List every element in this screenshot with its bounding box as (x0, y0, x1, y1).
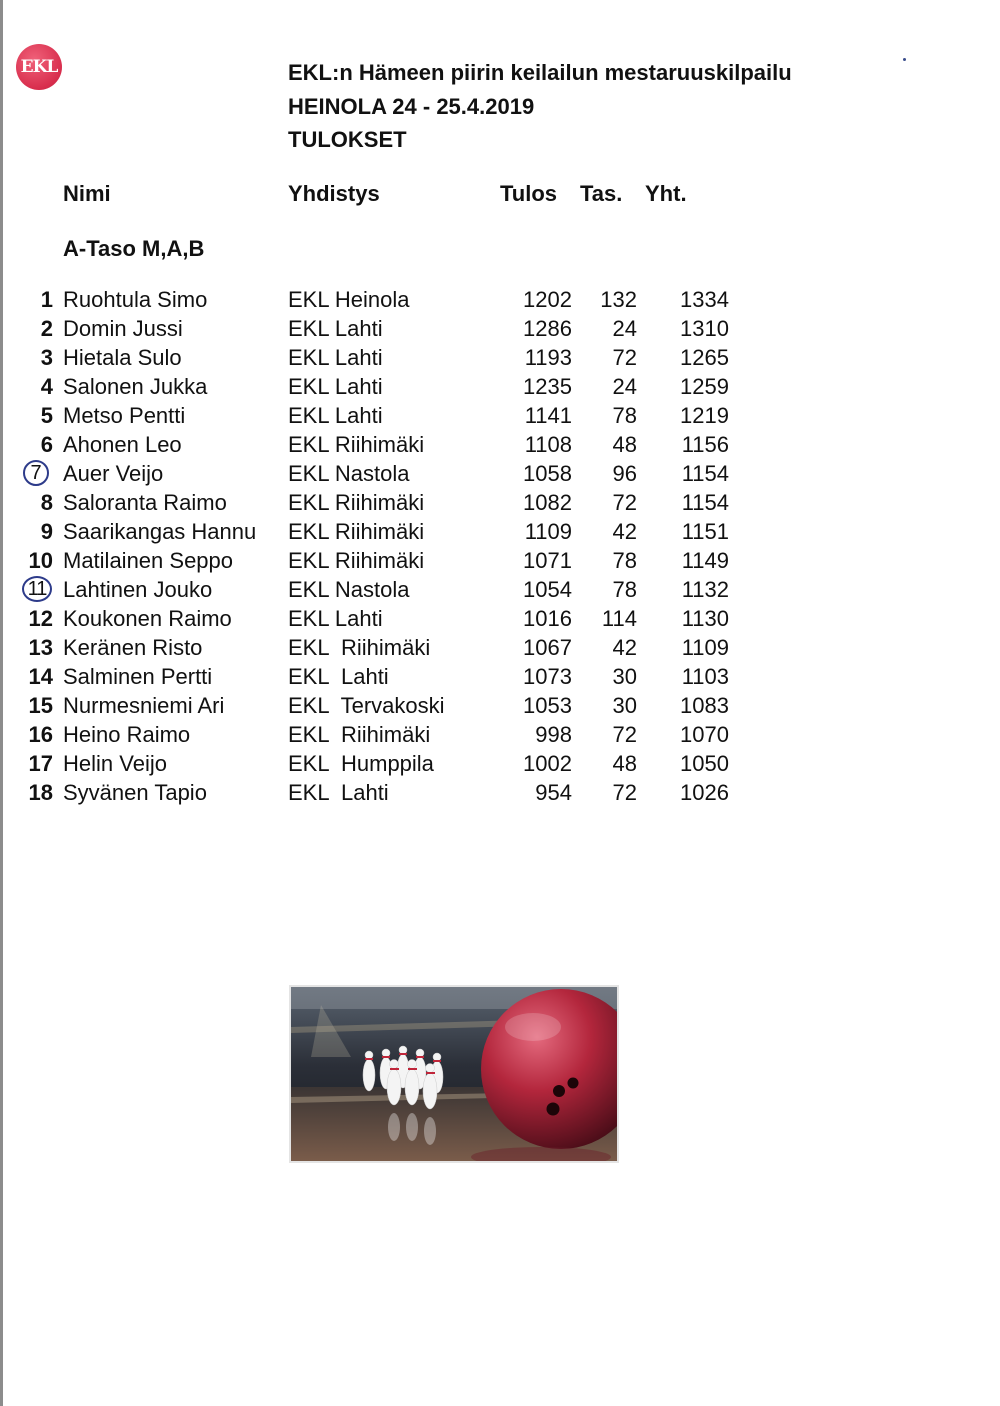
score-value: 1054 (523, 577, 572, 602)
rank-cell: 10 (28, 548, 53, 573)
player-name: Nurmesniemi Ari (63, 693, 225, 718)
score-value: 1002 (523, 751, 572, 776)
score-value: 1073 (523, 664, 572, 689)
player-name: Salonen Jukka (63, 374, 208, 399)
total-value: 1151 (681, 519, 729, 544)
score-value: 1058 (523, 461, 572, 486)
handicap-value: 42 (612, 519, 637, 544)
club-name: EKL Lahti (288, 780, 389, 805)
rank-cell: 1 (40, 287, 53, 312)
player-name: Koukonen Raimo (63, 606, 232, 631)
table-row (0, 749, 800, 778)
rank-cell: 8 (40, 490, 53, 515)
rank-cell: 5 (40, 403, 53, 428)
table-row (0, 604, 800, 633)
table-row (0, 720, 800, 749)
rank-cell: 16 (28, 722, 53, 747)
score-value: 1016 (523, 606, 572, 631)
score-value: 1108 (524, 432, 572, 457)
player-name: Metso Pentti (63, 403, 186, 428)
club-name: EKL Lahti (288, 664, 389, 689)
score-value: 954 (535, 780, 572, 805)
score-value: 1141 (524, 403, 572, 428)
player-name: Salminen Pertti (63, 664, 213, 689)
results-table (0, 285, 800, 807)
handicap-value: 96 (612, 461, 637, 486)
total-value: 1154 (681, 461, 729, 486)
handicap-value: 114 (601, 606, 637, 631)
score-value: 1202 (523, 287, 572, 312)
player-name: Auer Veijo (63, 461, 164, 486)
event-location-date: HEINOLA 24 - 25.4.2019 (288, 94, 535, 119)
table-row (0, 778, 800, 807)
handicap-value: 78 (612, 403, 637, 428)
rank-cell: 17 (28, 751, 53, 776)
table-row (0, 372, 800, 401)
score-value: 998 (535, 722, 572, 747)
total-value: 1334 (680, 287, 729, 312)
column-header-total: Yht. (645, 181, 687, 206)
rank-cell: 3 (40, 345, 53, 370)
total-value: 1083 (680, 693, 729, 718)
total-value: 1026 (680, 780, 729, 805)
handicap-value: 30 (612, 693, 637, 718)
total-value: 1259 (680, 374, 729, 399)
total-value: 1156 (681, 432, 729, 457)
rank-cell: 6 (40, 432, 53, 457)
column-header-name: Nimi (63, 181, 111, 206)
club-name: EKL Nastola (288, 461, 410, 486)
ekl-logo (16, 44, 62, 90)
table-row (0, 401, 800, 430)
rank-cell: 12 (28, 606, 53, 631)
handicap-value: 72 (612, 490, 637, 515)
handicap-value: 30 (612, 664, 637, 689)
handicap-value: 72 (612, 345, 637, 370)
handicap-value: 24 (612, 316, 637, 341)
table-row (0, 691, 800, 720)
rank-cell: 4 (40, 374, 53, 399)
club-name: EKL Riihimäki (288, 490, 425, 515)
player-name: Heino Raimo (63, 722, 191, 747)
club-name: EKL Heinola (288, 287, 410, 312)
score-value: 1082 (523, 490, 572, 515)
section-heading: TULOKSET (288, 127, 407, 152)
club-name: EKL Riihimäki (288, 432, 425, 457)
club-name: EKL Riihimäki (288, 519, 425, 544)
table-row (0, 546, 800, 575)
player-name: Matilainen Seppo (63, 548, 234, 573)
player-name: Helin Veijo (63, 751, 167, 776)
table-row (0, 459, 800, 488)
score-value: 1071 (523, 548, 572, 573)
rank-cell: 18 (28, 780, 53, 805)
club-name: EKL Lahti (288, 403, 383, 428)
rank-cell: 15 (28, 693, 53, 718)
column-header-handicap: Tas. (580, 181, 623, 206)
handicap-value: 24 (612, 374, 637, 399)
score-value: 1109 (524, 519, 572, 544)
total-value: 1265 (680, 345, 729, 370)
table-row (0, 430, 800, 459)
column-header-club: Yhdistys (288, 181, 380, 206)
bowling-photo (289, 985, 619, 1163)
handicap-value: 78 (612, 577, 637, 602)
table-row (0, 343, 800, 372)
handicap-value: 132 (600, 287, 637, 312)
ekl-logo-text: EKL (20, 57, 58, 77)
handicap-value: 48 (612, 432, 637, 457)
player-name: Syvänen Tapio (63, 780, 207, 805)
player-name: Keränen Risto (63, 635, 203, 660)
rank-cell: 2 (40, 316, 53, 341)
table-row (0, 285, 800, 314)
club-name: EKL Riihimäki (288, 722, 431, 747)
category-heading: A-Taso M,A,B (63, 236, 205, 261)
club-name: EKL Riihimäki (288, 548, 425, 573)
total-value: 1070 (680, 722, 729, 747)
table-row (0, 488, 800, 517)
player-name: Lahtinen Jouko (63, 577, 213, 602)
bowling-ball-and-pins-image (291, 987, 617, 1161)
handicap-value: 72 (612, 780, 637, 805)
total-value: 1050 (680, 751, 729, 776)
table-row (0, 575, 800, 604)
score-value: 1067 (523, 635, 572, 660)
player-name: Hietala Sulo (63, 345, 182, 370)
column-header-score: Tulos (500, 181, 558, 206)
player-name: Domin Jussi (63, 316, 183, 341)
document-title: EKL:n Hämeen piirin keilailun mestaruuskilpailu (288, 60, 792, 85)
rank-cell: 7 (23, 460, 49, 486)
player-name: Ahonen Leo (63, 432, 182, 457)
handicap-value: 48 (612, 751, 637, 776)
rank-cell: 11 (22, 576, 52, 602)
handicap-value: 78 (612, 548, 637, 573)
table-row (0, 517, 800, 546)
rank-cell: 14 (28, 664, 53, 689)
player-name: Ruohtula Simo (63, 287, 208, 312)
player-name: Saloranta Raimo (63, 490, 227, 515)
scan-speck (903, 58, 906, 61)
player-name: Saarikangas Hannu (63, 519, 257, 544)
handicap-value: 72 (612, 722, 637, 747)
club-name: EKL Lahti (288, 345, 383, 370)
total-value: 1103 (681, 664, 729, 689)
table-row (0, 662, 800, 691)
table-row (0, 314, 800, 343)
club-name: EKL Riihimäki (288, 635, 431, 660)
club-name: EKL Humppila (288, 751, 434, 776)
total-value: 1130 (681, 606, 729, 631)
handicap-value: 42 (612, 635, 637, 660)
rank-cell: 9 (40, 519, 53, 544)
total-value: 1154 (681, 490, 729, 515)
club-name: EKL Lahti (288, 374, 383, 399)
score-value: 1193 (524, 345, 572, 370)
total-value: 1310 (680, 316, 729, 341)
total-value: 1132 (681, 577, 729, 602)
table-row (0, 633, 800, 662)
rank-cell: 13 (28, 635, 53, 660)
total-value: 1149 (681, 548, 729, 573)
club-name: EKL Tervakoski (288, 693, 445, 718)
score-value: 1286 (523, 316, 572, 341)
total-value: 1109 (681, 635, 729, 660)
score-value: 1235 (523, 374, 572, 399)
score-value: 1053 (523, 693, 572, 718)
total-value: 1219 (680, 403, 729, 428)
club-name: EKL Lahti (288, 316, 383, 341)
club-name: EKL Lahti (288, 606, 383, 631)
club-name: EKL Nastola (288, 577, 410, 602)
